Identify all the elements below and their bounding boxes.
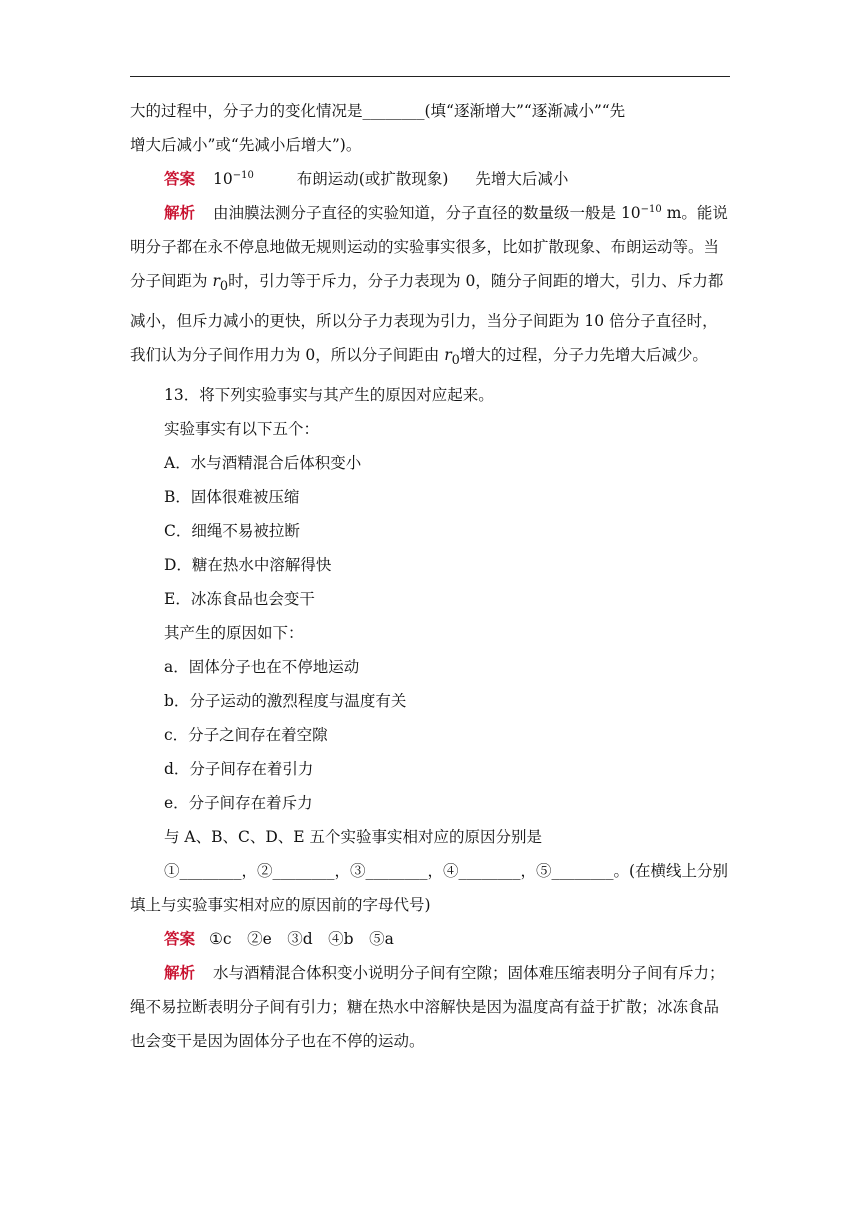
fact-item: B．固体很难被压缩 [164,488,300,507]
fact-item: E．冰冻食品也会变干 [164,590,315,609]
answer-2: 布朗运动(或扩散现象) [296,170,449,188]
q12-analysis [130,196,732,378]
cause-item: c．分子之间存在着空隙 [164,726,328,745]
r-symbol-2: r [444,346,452,365]
facts-intro: 实验事实有以下五个： [164,420,320,439]
answer-label: 答案 [164,929,196,949]
analysis-text: 水与酒精混合体积变小说明分子间有空隙；固体难压缩表明分子间有斥力；绳不易拉断表明分子间有引力；糖在热水中溶解快是因为温度高有益于扩散；冰冻食品也会变干是因为固体分子也在不停的运动。 [130,964,725,1051]
header-rule [130,76,730,77]
q13-blanks: ①________，②________，③________，④________，⑤________。(在横线上分别填上与实验事实相对应的原因前的字母代号) [130,862,729,915]
analysis-exponent: −10 [640,204,662,215]
answer-label: 答案 [164,169,196,188]
q13-analysis [130,956,732,1058]
q13-answer [130,922,732,956]
fact-item: D．糖在热水中溶解得快 [164,556,332,575]
analysis-text-2: m。能说明分子都在永不停息地做无规则运动的实验事实很多，比如扩散现象、布朗运动等。当分子间距为 [130,204,728,290]
document-body [130,94,732,1058]
q12-answer [130,162,732,196]
causes-intro: 其产生的原因如下： [164,624,304,643]
analysis-label: 解析 [164,963,196,983]
cause-item: b．分子运动的激烈程度与温度有关 [164,692,407,711]
answer-1-base: 10 [213,170,233,188]
q13-prompt: 与 A、B、C、D、E 五个实验事实相对应的原因分别是 [164,828,543,847]
cause-item: a．固体分子也在不停地运动 [164,658,360,677]
q13-stem: 13．将下列实验事实与其产生的原因对应起来。 [164,386,494,405]
analysis-label: 解析 [164,203,196,222]
cause-item: e．分子间存在着斥力 [164,794,313,813]
analysis-text-4: 增大的过程，分子力先增大后减少。 [459,346,708,365]
fact-item: A．水与酒精混合后体积变小 [164,454,362,473]
r-subscript: 0 [219,279,229,295]
fact-item: C．细绳不易被拉断 [164,522,300,541]
answer-text: ①c ②e ③d ④b ⑤a [209,930,394,949]
answer-1-exponent: −10 [232,170,254,181]
answer-3: 先增大后减小 [475,170,569,188]
cause-item: d．分子间存在着引力 [164,760,314,779]
analysis-text-3: 时，引力等于斥力，分子力表现为 0，随分子间距的增大，引力、斥力都减小，但斥力减小的更快，所以分子力表现为引力，当分子间距为 10 倍分子直径时，我们认为分子间作用力为 0，所以分子间距由 [130,272,724,365]
r-symbol: r [212,272,220,290]
r-subscript-2: 0 [451,353,460,369]
q12-line-1: 大的过程中，分子力的变化情况是________(填“逐渐增大”“逐渐减小”“先 [130,102,626,120]
analysis-text-1: 由油膜法测分子直径的实验知道，分子直径的数量级一般是 10 [213,204,641,222]
q12-continuation [130,94,732,162]
q12-line-2: 增大后减小”或“先减小后增大”)。 [130,136,362,154]
